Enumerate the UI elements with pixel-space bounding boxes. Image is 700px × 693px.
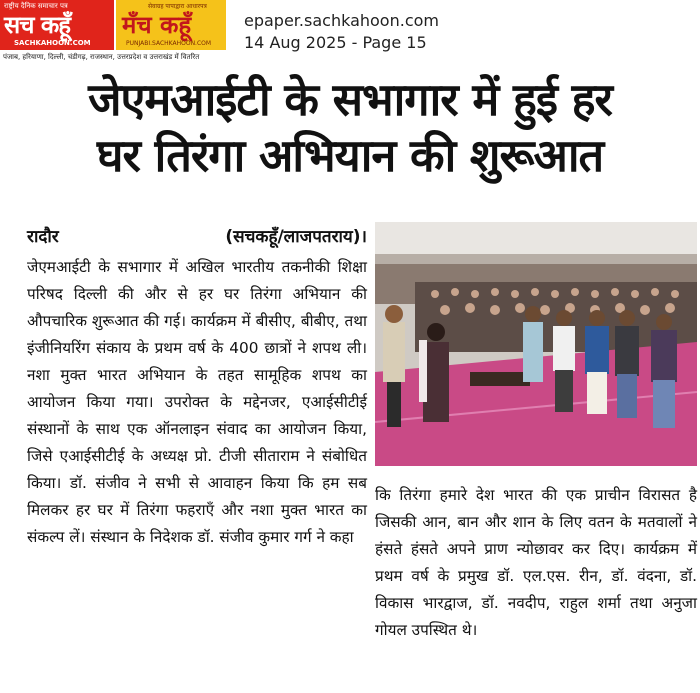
article-column-1: जेएमआईटी के सभागार में अखिल भारतीय तकनीकी शिक्षा परिषद दिल्ली की और से हर घर तिरंगा अभियान की औपचारिक शुरूआत की गई। कार्यक्रम में बीसीए, बीबीए, तथा इंजीनियरिंग संकाय के प्रथम वर्ष के 400 छात्रों ने शपथ ली। नशा मुक्त भारत अभियान के तहत सामूहिक शपथ का आयोजन किया गया। उपरोक्त के मद्देनजर, एआईसीटीई संस्थानों के साथ एक ऑनलाइन संवाद का आयोजन किया, जिसे एआईसीटीई के अध्यक्ष प्रो. टीजी सीताराम ने संबोधित किया। डॉ. संजीव ने सभी से आवाहन किया कि हम सब मिलकर हर घर में तिरंगा फहराएँ और नशा मुक्त भारत का संकल्प लें। संस्थान के निदेशक डॉ. संजीव कुमार गर्ग ने कहा	[27, 258, 367, 546]
source-date-page: 14 Aug 2025 - Page 15	[244, 33, 427, 52]
dateline	[27, 224, 367, 247]
source-meta	[244, 10, 439, 54]
sach-site: SACHKAHOON.COM	[14, 39, 91, 47]
headline-line-1: जेएमआईटी के सभागार में हुई हर	[88, 73, 612, 126]
distribution-regions: पंजाब, हरियाणा, दिल्ली, चंडीगढ़, राजस्थान, उत्तरप्रदेश व उत्तराखंड में वितरित	[3, 53, 200, 61]
dateline-place: रादौर	[27, 227, 59, 247]
manch-tagline: सेवाग्रह पापाद्वारा आधारपत्र	[148, 3, 207, 10]
headline-line-2: घर तिरंगा अभियान की शुरूआत	[96, 129, 604, 182]
sach-name: सच कहूँ	[4, 11, 70, 39]
manch-site: PUNJABI.SACHKAHOON.COM	[126, 40, 212, 47]
dateline-byline: (सचकहूँ/लाजपतराय)।	[225, 227, 367, 247]
article-column-2: कि तिरंगा हमारे देश भारत की एक प्राचीन विरासत है जिसकी आन, बान और शान के लिए वतन के मतवालों ने हंसते हंसते अपने प्राण न्योछावर कर दिए। कार्यक्रम में प्रथम वर्ष के प्रमुख डॉ. एल.एस. रीन, डॉ. वंदना, डॉ. विकास भारद्वाज, डॉ. नवदीप, राहुल शर्मा तथा अनुजा गोयल उपस्थित थे।	[375, 486, 697, 639]
sach-tagline: राष्ट्रीय दैनिक समाचार पत्र	[4, 2, 68, 10]
manch-kahoon-logo	[116, 0, 226, 50]
event-photo	[375, 222, 697, 466]
manch-name: मँच कहूँ	[122, 11, 192, 39]
headline	[0, 72, 700, 184]
auditorium-photo-illustration	[375, 222, 697, 466]
sach-kahoon-logo	[0, 0, 114, 50]
source-site: epaper.sachkahoon.com	[244, 11, 439, 30]
